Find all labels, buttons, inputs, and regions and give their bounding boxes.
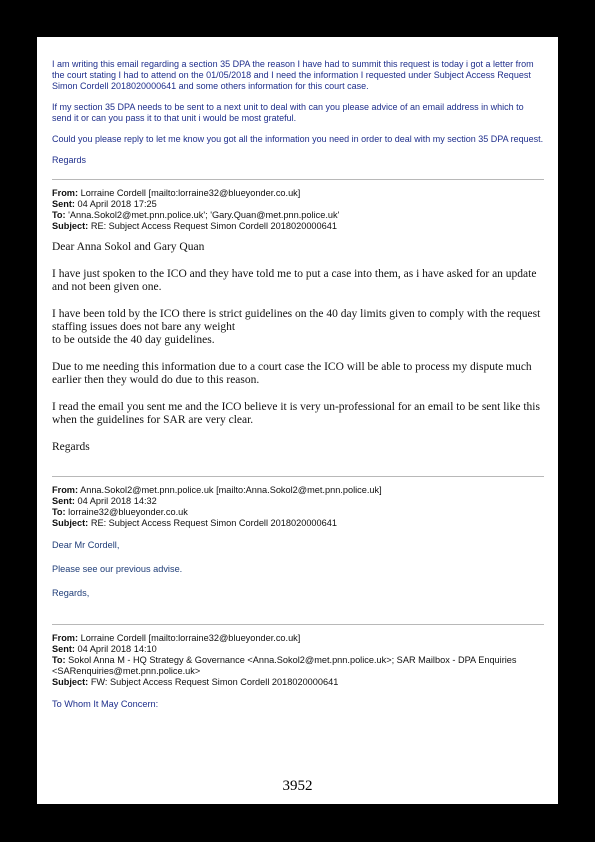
- email4-salutation: To Whom It May Concern:: [52, 699, 159, 709]
- from-label: From:: [52, 485, 79, 495]
- subject-label: Subject:: [52, 518, 89, 528]
- email2-paragraph-2: [52, 308, 544, 347]
- email3-to: lorraine32@blueyonder.co.uk: [68, 507, 188, 517]
- divider: [52, 624, 544, 625]
- email4-from: Lorraine Cordell [mailto:lorraine32@blueyonder.co.uk]: [80, 633, 301, 643]
- divider: [52, 476, 544, 477]
- email-top-paragraph-1: I am writing this email regarding a section 35 DPA the reason I have had to summit this request is today i got a letter from the court stating I had to attend on the 01/05/2018 and I need the information I requested under Subject Access Request Simon Cordell 2018020000641 and some others information for this court case.: [52, 59, 534, 91]
- email2-salutation: Dear Anna Sokol and Gary Quan: [52, 241, 205, 253]
- email3-sent: 04 April 2018 14:32: [77, 496, 157, 506]
- email3-salutation: Dear Mr Cordell,: [52, 540, 120, 550]
- from-label: From:: [52, 188, 79, 198]
- document-page: [37, 37, 558, 804]
- email4-header: [52, 633, 544, 688]
- email4-subject: FW: Subject Access Request Simon Cordell 2018020000641: [90, 677, 339, 687]
- email-top-regards: Regards: [52, 155, 87, 165]
- subject-label: Subject:: [52, 677, 89, 687]
- email2-subject: RE: Subject Access Request Simon Cordell 2018020000641: [90, 221, 337, 231]
- subject-label: Subject:: [52, 221, 89, 231]
- sent-label: Sent:: [52, 199, 75, 209]
- email2-from: Lorraine Cordell [mailto:lorraine32@blueyonder.co.uk]: [80, 188, 301, 198]
- to-label: To:: [52, 507, 66, 517]
- email4-body: [52, 699, 544, 710]
- email2-header: [52, 188, 544, 232]
- email3-closing: Regards,: [52, 588, 90, 598]
- sent-label: Sent:: [52, 644, 75, 654]
- email-thread: [52, 59, 544, 710]
- email2-paragraph-2-line-b: to be outside the 40 day guidelines.: [52, 334, 215, 346]
- sent-label: Sent:: [52, 496, 75, 506]
- email-top-paragraph-3: Could you please reply to let me know you got all the information you need in order to deal with my section 35 DPA request.: [52, 134, 544, 144]
- email2-paragraph-2-line-a: I have been told by the ICO there is strict guidelines on the 40 day limits given to comply with the request staffing issues does not bare any weight: [52, 308, 541, 333]
- email3-header: [52, 485, 544, 529]
- to-label: To:: [52, 655, 66, 665]
- email3-subject: RE: Subject Access Request Simon Cordell 2018020000641: [90, 518, 337, 528]
- email2-sent: 04 April 2018 17:25: [77, 199, 157, 209]
- divider: [52, 179, 544, 180]
- email2-paragraph-3: Due to me needing this information due to a court case the ICO will be able to process my dispute much earlier then they would do due to this reason.: [52, 361, 532, 386]
- page-number: 3952: [282, 778, 313, 794]
- email3-body: [52, 540, 544, 599]
- email3-from: Anna.Sokol2@met.pnn.police.uk [mailto:Anna.Sokol2@met.pnn.police.uk]: [80, 485, 382, 495]
- email-top-body: [52, 59, 544, 166]
- email2-paragraph-4: I read the email you sent me and the ICO believe it is very un-professional for an email to be sent like this when the guidelines for SAR are very clear.: [52, 401, 540, 426]
- email4-to: Sokol Anna M - HQ Strategy & Governance <Anna.Sokol2@met.pnn.police.uk>; SAR Mailbox - DPA Enquiries <SARenquiries@met.pnn.police.uk>: [52, 655, 517, 676]
- email-top-paragraph-2: If my section 35 DPA needs to be sent to a next unit to deal with can you please advice of an email address in which to send it or can you pass it to that unit i would be most grateful.: [52, 102, 524, 123]
- to-label: To:: [52, 210, 66, 220]
- email2-to: 'Anna.Sokol2@met.pnn.police.uk'; 'Gary.Quan@met.pnn.police.uk': [68, 210, 340, 220]
- email2-closing: Regards: [52, 441, 90, 453]
- email2-paragraph-1: I have just spoken to the ICO and they have told me to put a case into them, as i have asked for an update and not been given one.: [52, 268, 537, 293]
- from-label: From:: [52, 633, 79, 643]
- email3-body-text: Please see our previous advise.: [52, 564, 183, 574]
- email2-body: [52, 241, 544, 454]
- email4-sent: 04 April 2018 14:10: [77, 644, 157, 654]
